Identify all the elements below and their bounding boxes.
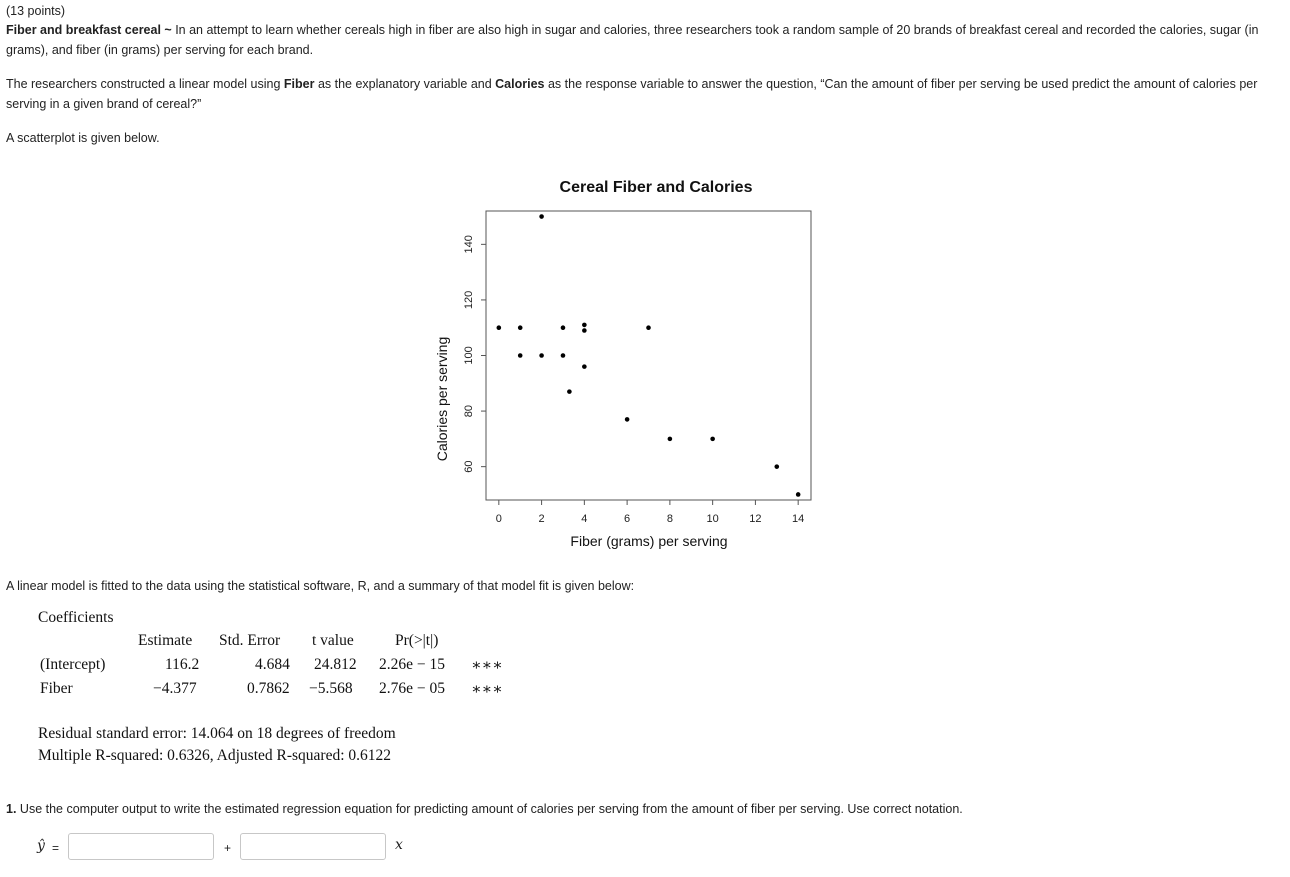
data-point [582, 364, 587, 369]
data-point [567, 389, 572, 394]
fiber-significance: ∗∗∗ [471, 681, 503, 698]
data-point [518, 353, 523, 358]
data-point [518, 325, 523, 330]
coefficients-title: Coefficients [38, 609, 114, 626]
data-point [625, 417, 630, 422]
slope-answer-input[interactable] [240, 833, 386, 860]
scatterplot [420, 170, 840, 560]
y-hat-symbol: ŷ [37, 838, 45, 854]
x-variable: x [395, 837, 403, 853]
data-point [668, 437, 673, 442]
plot-frame [486, 211, 811, 500]
y-tick-label: 140 [463, 235, 475, 254]
intercept-std-error: 4.684 [255, 656, 290, 673]
intercept-answer-input[interactable] [68, 833, 214, 860]
header-std-error: Std. Error [219, 632, 281, 649]
points-label: (13 points) [6, 4, 66, 18]
fiber-name: Fiber [40, 680, 73, 697]
y-tick-label: 100 [463, 346, 475, 365]
chart-title: Cereal Fiber and Calories [559, 179, 753, 196]
data-point [539, 214, 544, 219]
response-variable: Calories [495, 77, 545, 91]
fiber-t-value: −5.568 [309, 680, 353, 697]
intercept-significance: ∗∗∗ [471, 657, 503, 674]
fiber-estimate: −4.377 [153, 680, 197, 697]
y-tick-label: 120 [463, 290, 475, 310]
question-1 [6, 799, 963, 819]
y-tick-label: 80 [463, 404, 475, 418]
intercept-name: (Intercept) [40, 656, 106, 673]
data-point [774, 464, 779, 469]
data-point [561, 325, 566, 330]
problem-intro-text: In an attempt to learn whether cereals high in fiber are also high in sugar and calories, three researchers took a random sample of 20 brands of breakfast cereal and recorded the calories, sugar (in grams), and fiber (in grams) per serving for each brand. [6, 23, 1259, 57]
problem-heading: Fiber and breakfast cereal ~ [6, 23, 172, 37]
header-t-value: t value [312, 632, 354, 649]
x-tick-label: 2 [538, 513, 545, 525]
r-squared: Multiple R-squared: 0.6326, Adjusted R-squared: 0.6122 [38, 747, 392, 764]
data-point [497, 325, 502, 330]
x-tick-label: 4 [581, 513, 588, 525]
y-axis-label: Calories per serving [434, 336, 450, 462]
fiber-std-error: 0.7862 [247, 680, 290, 697]
question-number: 1. [6, 802, 17, 816]
residual-standard-error: Residual standard error: 14.064 on 18 degrees of freedom [38, 725, 396, 742]
x-tick-label: 0 [495, 513, 502, 525]
intercept-p-value: 2.26e − 15 [379, 656, 445, 673]
model-text-1: The researchers constructed a linear model using [6, 77, 284, 91]
equals-sign: = [52, 841, 60, 855]
y-tick-label: 60 [463, 460, 475, 473]
explanatory-variable: Fiber [283, 77, 315, 91]
data-point [582, 328, 587, 333]
x-tick-label: 10 [706, 513, 719, 525]
model-fit-note: A linear model is fitted to the data using the statistical software, R, and a summary of that model fit is given below: [6, 579, 635, 593]
scatterplot-note: A scatterplot is given below. [6, 131, 160, 145]
model-text-2: as the explanatory variable and [314, 77, 496, 91]
model-description [6, 74, 1281, 114]
intercept-t-value: 24.812 [314, 656, 357, 673]
x-tick-label: 6 [624, 513, 631, 525]
x-tick-label: 12 [749, 513, 762, 525]
data-point [646, 325, 651, 330]
x-tick-label: 14 [792, 513, 805, 525]
data-point [539, 353, 544, 358]
fiber-p-value: 2.76e − 05 [379, 680, 445, 697]
x-axis-label: Fiber (grams) per serving [570, 533, 728, 549]
data-point [582, 323, 587, 328]
intercept-estimate: 116.2 [165, 656, 200, 673]
question-text: Use the computer output to write the estimated regression equation for predicting amount of calories per serving from the amount of fiber per serving. Use correct notation. [16, 802, 963, 816]
x-axis [496, 500, 805, 525]
x-tick-label: 8 [666, 513, 673, 525]
model-text-3: as the response variable to answer the question, “Can the amount of fiber per serving be used predict the amount of calories per serving in a given brand of cereal?” [6, 77, 1258, 111]
y-axis [463, 235, 486, 473]
header-estimate: Estimate [138, 632, 193, 649]
data-points [497, 214, 801, 496]
data-point [710, 437, 715, 442]
data-point [796, 492, 801, 497]
data-point [561, 353, 566, 358]
header-p-value: Pr(>|t|) [395, 632, 439, 649]
problem-intro [6, 20, 1276, 60]
plus-sign: + [224, 841, 232, 855]
